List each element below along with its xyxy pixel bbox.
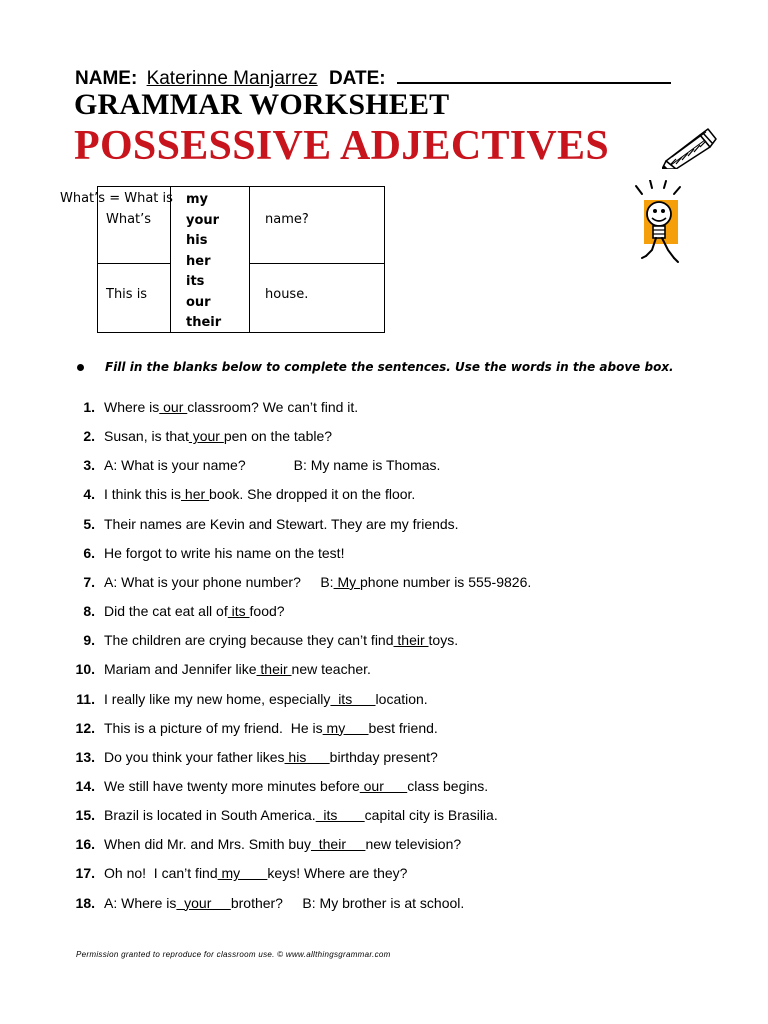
sentence-after: book. She dropped it on the floor. xyxy=(209,486,416,503)
contraction-note: What’s = What is xyxy=(60,191,173,206)
sentence-number: 3. xyxy=(83,457,95,474)
sentence-text xyxy=(104,865,407,881)
sentence-after: new television? xyxy=(365,836,462,853)
lightbulb-character-icon xyxy=(632,180,694,268)
sentence-before: Do you think your father likes xyxy=(104,748,285,765)
sentence-before: This is a picture of my friend. He is xyxy=(104,719,323,736)
sentence-after: birthday present? xyxy=(329,748,438,765)
sentence-number: 7. xyxy=(83,573,95,590)
sentence-before: He forgot to write his name on the test! xyxy=(104,544,345,561)
sentence-text xyxy=(104,574,531,590)
date-blank xyxy=(397,64,671,84)
table-row2-left: This is xyxy=(106,287,148,302)
sentence-after: classroom? We can’t find it. xyxy=(187,399,359,415)
answer-blank: her xyxy=(181,486,210,503)
table-row-divider-left xyxy=(98,263,170,264)
sentence-row xyxy=(0,603,768,623)
sentence-number: 9. xyxy=(83,632,95,649)
sentence-after: new teacher. xyxy=(291,661,371,678)
sentence-row xyxy=(0,836,768,856)
sentence-row xyxy=(0,486,768,506)
sentence-text xyxy=(104,632,458,648)
table-divider-1 xyxy=(170,187,171,332)
sentence-before: We still have twenty more minutes before xyxy=(104,777,360,794)
sentence-text xyxy=(104,545,344,561)
sentence-row xyxy=(0,661,768,681)
table-row1-left: What’s xyxy=(106,212,152,227)
answer-blank: its xyxy=(330,690,376,707)
possessive-item: my xyxy=(186,192,209,207)
sentence-text xyxy=(104,428,332,444)
answer-blank: his xyxy=(284,748,330,765)
possessive-item: your xyxy=(186,212,220,228)
pencil-icon xyxy=(662,125,720,169)
sentence-number: 2. xyxy=(83,428,95,445)
sentence-number: 16. xyxy=(75,836,95,853)
sentence-text xyxy=(104,778,488,794)
sentence-row xyxy=(0,895,768,915)
sentence-row xyxy=(0,457,768,477)
sentence-text xyxy=(104,691,428,707)
sentence-text xyxy=(104,516,459,532)
worksheet-subtitle: POSSESSIVE ADJECTIVES xyxy=(74,123,610,169)
name-label: NAME: xyxy=(75,68,138,89)
answer-blank: my xyxy=(322,719,369,736)
sentence-text xyxy=(104,661,371,677)
table-row-divider-right xyxy=(249,263,384,264)
answer-blank: their xyxy=(393,632,429,649)
sentence-row xyxy=(0,749,768,769)
sentence-text xyxy=(104,399,358,415)
answer-blank: our xyxy=(159,399,188,415)
sentence-after: B: My name is Thomas. xyxy=(293,457,441,474)
sentence-number: 5. xyxy=(83,515,95,532)
sentence-before: When did Mr. and Mrs. Smith buy xyxy=(104,836,311,853)
instruction-text: Fill in the blanks below to complete the sentences. Use the words in the above box. xyxy=(105,360,674,374)
answer-blank: our xyxy=(359,777,408,794)
date-label: DATE: xyxy=(328,68,386,89)
sentence-row xyxy=(0,778,768,798)
sentence-before: Brazil is located in South America. xyxy=(104,807,316,824)
sentence-row xyxy=(0,516,768,536)
sentence-before: Where is xyxy=(104,399,160,415)
sentence-before: A: Where is xyxy=(104,894,177,911)
answer-blank: its xyxy=(315,807,365,824)
student-name: Katerinne Manjarrez xyxy=(146,68,318,89)
sentence-row xyxy=(0,691,768,711)
sentence-before: A: What is your phone number? B: xyxy=(104,573,334,590)
sentence-row xyxy=(0,574,768,594)
sentence-number: 1. xyxy=(83,399,95,415)
bullet-icon xyxy=(77,364,84,371)
table-row1-right: name? xyxy=(265,212,309,227)
sentence-row xyxy=(0,632,768,652)
possessive-adjectives-table xyxy=(97,186,385,333)
answer-blank: your xyxy=(176,894,231,911)
sentence-number: 6. xyxy=(83,544,95,561)
sentence-text xyxy=(104,486,415,502)
possessive-item: our xyxy=(186,294,211,310)
possessive-item: her xyxy=(186,253,211,269)
worksheet-title: GRAMMAR WORKSHEET xyxy=(74,88,450,121)
sentence-text xyxy=(104,807,498,823)
table-row2-right: house. xyxy=(265,287,309,302)
possessive-item: its xyxy=(186,274,205,289)
answer-blank: their xyxy=(256,661,292,678)
sentence-text xyxy=(104,836,461,852)
sentence-number: 18. xyxy=(75,894,95,911)
sentence-after: food? xyxy=(249,603,285,620)
sentence-text xyxy=(104,457,440,473)
sentence-before: Susan, is that xyxy=(104,428,189,445)
sentence-row xyxy=(0,865,768,885)
sentence-number: 11. xyxy=(76,690,95,707)
answer-blank: my xyxy=(217,865,268,882)
sentence-after: best friend. xyxy=(368,719,438,736)
sentence-number: 10. xyxy=(75,661,95,678)
sentence-text xyxy=(104,749,438,765)
answer-blank: its xyxy=(227,603,250,620)
sentence-after: keys! Where are they? xyxy=(267,865,408,882)
sentence-number: 14. xyxy=(75,777,95,794)
table-divider-2 xyxy=(249,187,250,332)
sentence-number: 12. xyxy=(75,719,95,736)
sentence-after: phone number is 555-9826. xyxy=(360,573,532,590)
sentence-row xyxy=(0,428,768,448)
sentence-number: 17. xyxy=(75,865,95,882)
sentence-number: 15. xyxy=(75,807,95,824)
answer-blank: their xyxy=(310,836,366,853)
possessive-item: their xyxy=(186,315,222,330)
sentence-before: I think this is xyxy=(104,486,182,503)
sentence-after: capital city is Brasilia. xyxy=(364,807,498,824)
sentence-before: The children are crying because they can’t find xyxy=(104,632,394,649)
sentence-row xyxy=(0,807,768,827)
sentence-after: toys. xyxy=(428,632,459,649)
answer-blank: My xyxy=(333,573,361,590)
sentence-before: Oh no! I can’t find xyxy=(104,865,218,882)
possessive-list xyxy=(186,190,221,334)
sentence-number: 13. xyxy=(75,748,95,765)
sentence-number: 4. xyxy=(83,486,95,503)
sentence-before: I really like my new home, especially xyxy=(104,690,331,707)
sentence-before: Their names are Kevin and Stewart. They are my friends. xyxy=(104,515,459,532)
sentence-after: location. xyxy=(375,690,428,707)
sentence-row xyxy=(0,720,768,740)
sentence-before: A: What is your name? xyxy=(104,457,246,474)
possessive-item: his xyxy=(186,233,208,248)
sentence-after: brother? B: My brother is at school. xyxy=(230,894,465,911)
sentence-before: Did the cat eat all of xyxy=(104,603,228,620)
sentence-before: Mariam and Jennifer like xyxy=(104,661,257,678)
sentence-row xyxy=(0,399,768,419)
sentence-text xyxy=(104,603,285,619)
copyright-footer: Permission granted to reproduce for classroom use. © www.allthingsgrammar.com xyxy=(76,950,391,959)
sentence-text xyxy=(104,895,464,911)
name-date-line xyxy=(75,64,671,90)
sentence-after: class begins. xyxy=(407,777,489,794)
sentence-number: 8. xyxy=(83,603,95,620)
sentence-after: pen on the table? xyxy=(223,428,333,445)
answer-blank: your xyxy=(188,428,224,445)
sentence-text xyxy=(104,720,438,736)
sentence-row xyxy=(0,545,768,565)
